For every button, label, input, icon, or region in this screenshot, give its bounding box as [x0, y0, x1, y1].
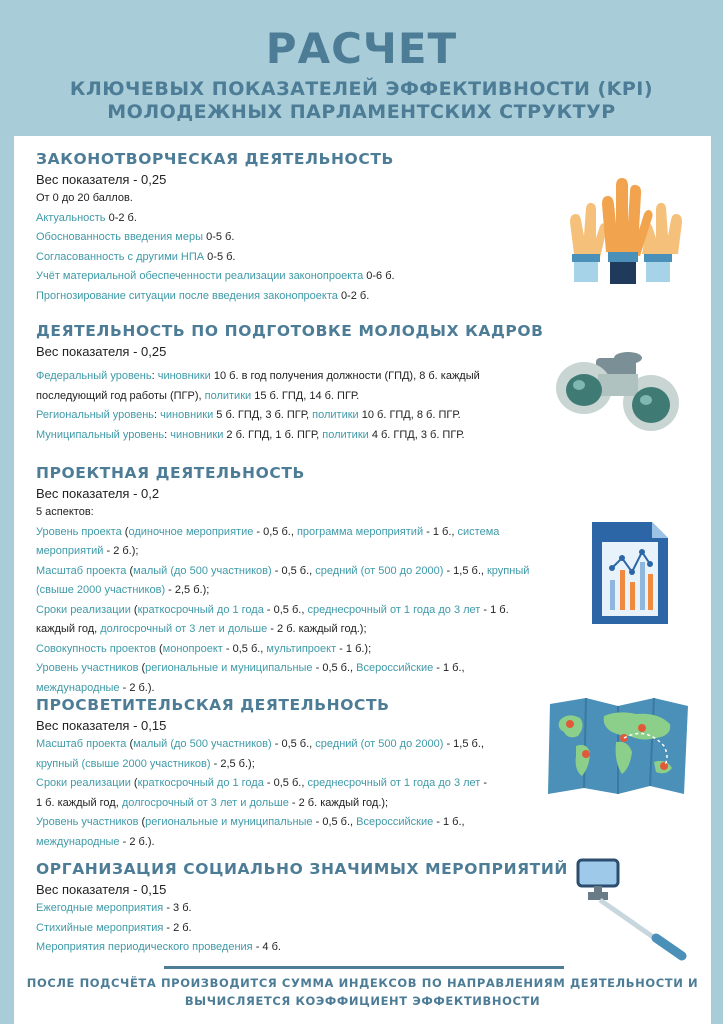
- text-line: Совокупность проектов (монопроект - 0,5 б., мультипроект - 1 б.);: [36, 642, 372, 655]
- page-header: [0, 0, 723, 140]
- footer-note-line2: ВЫЧИСЛЯЕТСЯ КОЭФФИЦИЕНТ ЭФФЕКТИВНОСТИ: [184, 994, 541, 1008]
- list-item: Прогнозирование ситуации после введения законопроекта 0-2 б.: [36, 289, 370, 302]
- section-title: ОРГАНИЗАЦИЯ СОЦИАЛЬНО ЗНАЧИМЫХ МЕРОПРИЯТИЙ: [36, 860, 568, 878]
- section-projects: [36, 464, 556, 698]
- section-weight: Вес показателя - 0,2: [36, 486, 160, 501]
- content-card: [14, 136, 711, 1024]
- section-weight: Вес показателя - 0,15: [36, 718, 167, 733]
- text-line: Сроки реализации (краткосрочный до 1 года - 0,5 б., среднесрочный от 1 года до 3 лет -: [36, 777, 488, 789]
- text-line: последующий год работы (ПГР), политики 15 б. ГПД, 14 б. ПГР.: [36, 389, 360, 402]
- list-item: Актуальность 0-2 б.: [36, 211, 137, 224]
- raised-hands-icon: [562, 174, 682, 289]
- list-item: Ежегодные мероприятия - 3 б.: [36, 902, 192, 914]
- section-intro: От 0 до 20 баллов.: [36, 192, 133, 204]
- text-line: Уровень участников (региональные и муниципальные - 0,5 б., Всероссийские - 1 б.,: [36, 816, 465, 828]
- binoculars-icon: [556, 348, 681, 438]
- section-personnel: [36, 322, 556, 445]
- section-weight: Вес показателя - 0,15: [36, 882, 167, 897]
- text-line: международные - 2 б.).: [36, 835, 155, 848]
- page-subtitle-line1: КЛЮЧЕВЫХ ПОКАЗАТЕЛЕЙ ЭФФЕКТИВНОСТИ (KPI): [69, 78, 654, 100]
- section-lines: [36, 523, 556, 699]
- section-title: ПРОСВЕТИТЕЛЬСКАЯ ДЕЯТЕЛЬНОСТЬ: [36, 696, 390, 714]
- text-line: Уровень участников (региональные и муниципальные - 0,5 б., Всероссийские - 1 б.,: [36, 662, 465, 674]
- text-line: крупный (свыше 2000 участников) - 2,5 б.);: [36, 757, 255, 770]
- world-map-icon: [546, 696, 691, 796]
- text-line: Федеральный уровень: чиновники 10 б. в год получения должности (ГПД), 8 б. каждый: [36, 370, 480, 382]
- list-item: Стихийные мероприятия - 2 б.: [36, 921, 192, 934]
- text-line: 1 б. каждый год, долгосрочный от 3 лет и дольше - 2 б. каждый год.);: [36, 796, 389, 809]
- section-intro: 5 аспектов:: [36, 506, 94, 518]
- list-item: Обоснованность введения меры 0-5 б.: [36, 231, 235, 243]
- footer-divider: [164, 966, 564, 969]
- list-item: Учёт материальной обеспеченности реализации законопроекта 0-6 б.: [36, 270, 395, 282]
- section-education: [36, 696, 556, 852]
- text-line: (свыше 2000 участников) - 2,5 б.);: [36, 584, 210, 596]
- section-weight: Вес показателя - 0,25: [36, 344, 167, 359]
- section-weight: Вес показателя - 0,25: [36, 172, 167, 187]
- section-title: ПРОЕКТНАЯ ДЕЯТЕЛЬНОСТЬ: [36, 464, 305, 482]
- section-social-events: [36, 860, 568, 958]
- text-line: Масштаб проекта (малый (до 500 участников) - 0,5 б., средний (от 500 до 2000) - 1,5 б., крупный: [36, 564, 530, 577]
- text-line: Муниципальный уровень: чиновники 2 б. ГПД, 1 б. ПГР, политики 4 б. ГПД, 3 б. ПГР.: [36, 428, 465, 441]
- text-line: каждый год, долгосрочный от 3 лет и дольше - 2 б. каждый год.);: [36, 623, 367, 635]
- footer-note-line1: ПОСЛЕ ПОДСЧЁТА ПРОИЗВОДИТСЯ СУММА ИНДЕКСОВ ПО НАПРАВЛЕНИЯМ ДЕЯТЕЛЬНОСТИ И: [26, 976, 699, 990]
- text-line: Масштаб проекта (малый (до 500 участников) - 0,5 б., средний (от 500 до 2000) - 1,5 б.,: [36, 738, 484, 750]
- report-chart-icon: [590, 520, 670, 626]
- section-title: ДЕЯТЕЛЬНОСТЬ ПО ПОДГОТОВКЕ МОЛОДЫХ КАДРОВ: [36, 322, 544, 340]
- list-item: Согласованность с другими НПА 0-5 б.: [36, 250, 236, 263]
- section-lines: [36, 367, 556, 445]
- text-line: Уровень проекта (одиночное мероприятие - 0,5 б., программа мероприятий - 1 б., система: [36, 525, 500, 538]
- text-line: мероприятий - 2 б.);: [36, 545, 139, 557]
- section-title: ЗАКОНОТВОРЧЕСКАЯ ДЕЯТЕЛЬНОСТЬ: [36, 150, 394, 168]
- page-subtitle-line2: МОЛОДЕЖНЫХ ПАРЛАМЕНТСКИХ СТРУКТУР: [107, 101, 616, 123]
- selfie-stick-icon: [574, 852, 694, 962]
- text-line: Сроки реализации (краткосрочный до 1 года - 0,5 б., среднесрочный от 1 года до 3 лет - 1 б.: [36, 603, 509, 616]
- section-lines: [36, 735, 556, 852]
- page-title: РАСЧЕТ: [265, 24, 458, 73]
- text-line: международные - 2 б.).: [36, 681, 155, 694]
- text-line: Региональный уровень: чиновники 5 б. ГПД, 3 б. ПГР, политики 10 б. ГПД, 8 б. ПГР.: [36, 409, 461, 421]
- list-item: Мероприятия периодического проведения - 4 б.: [36, 941, 281, 953]
- section-lawmaking: [36, 150, 556, 306]
